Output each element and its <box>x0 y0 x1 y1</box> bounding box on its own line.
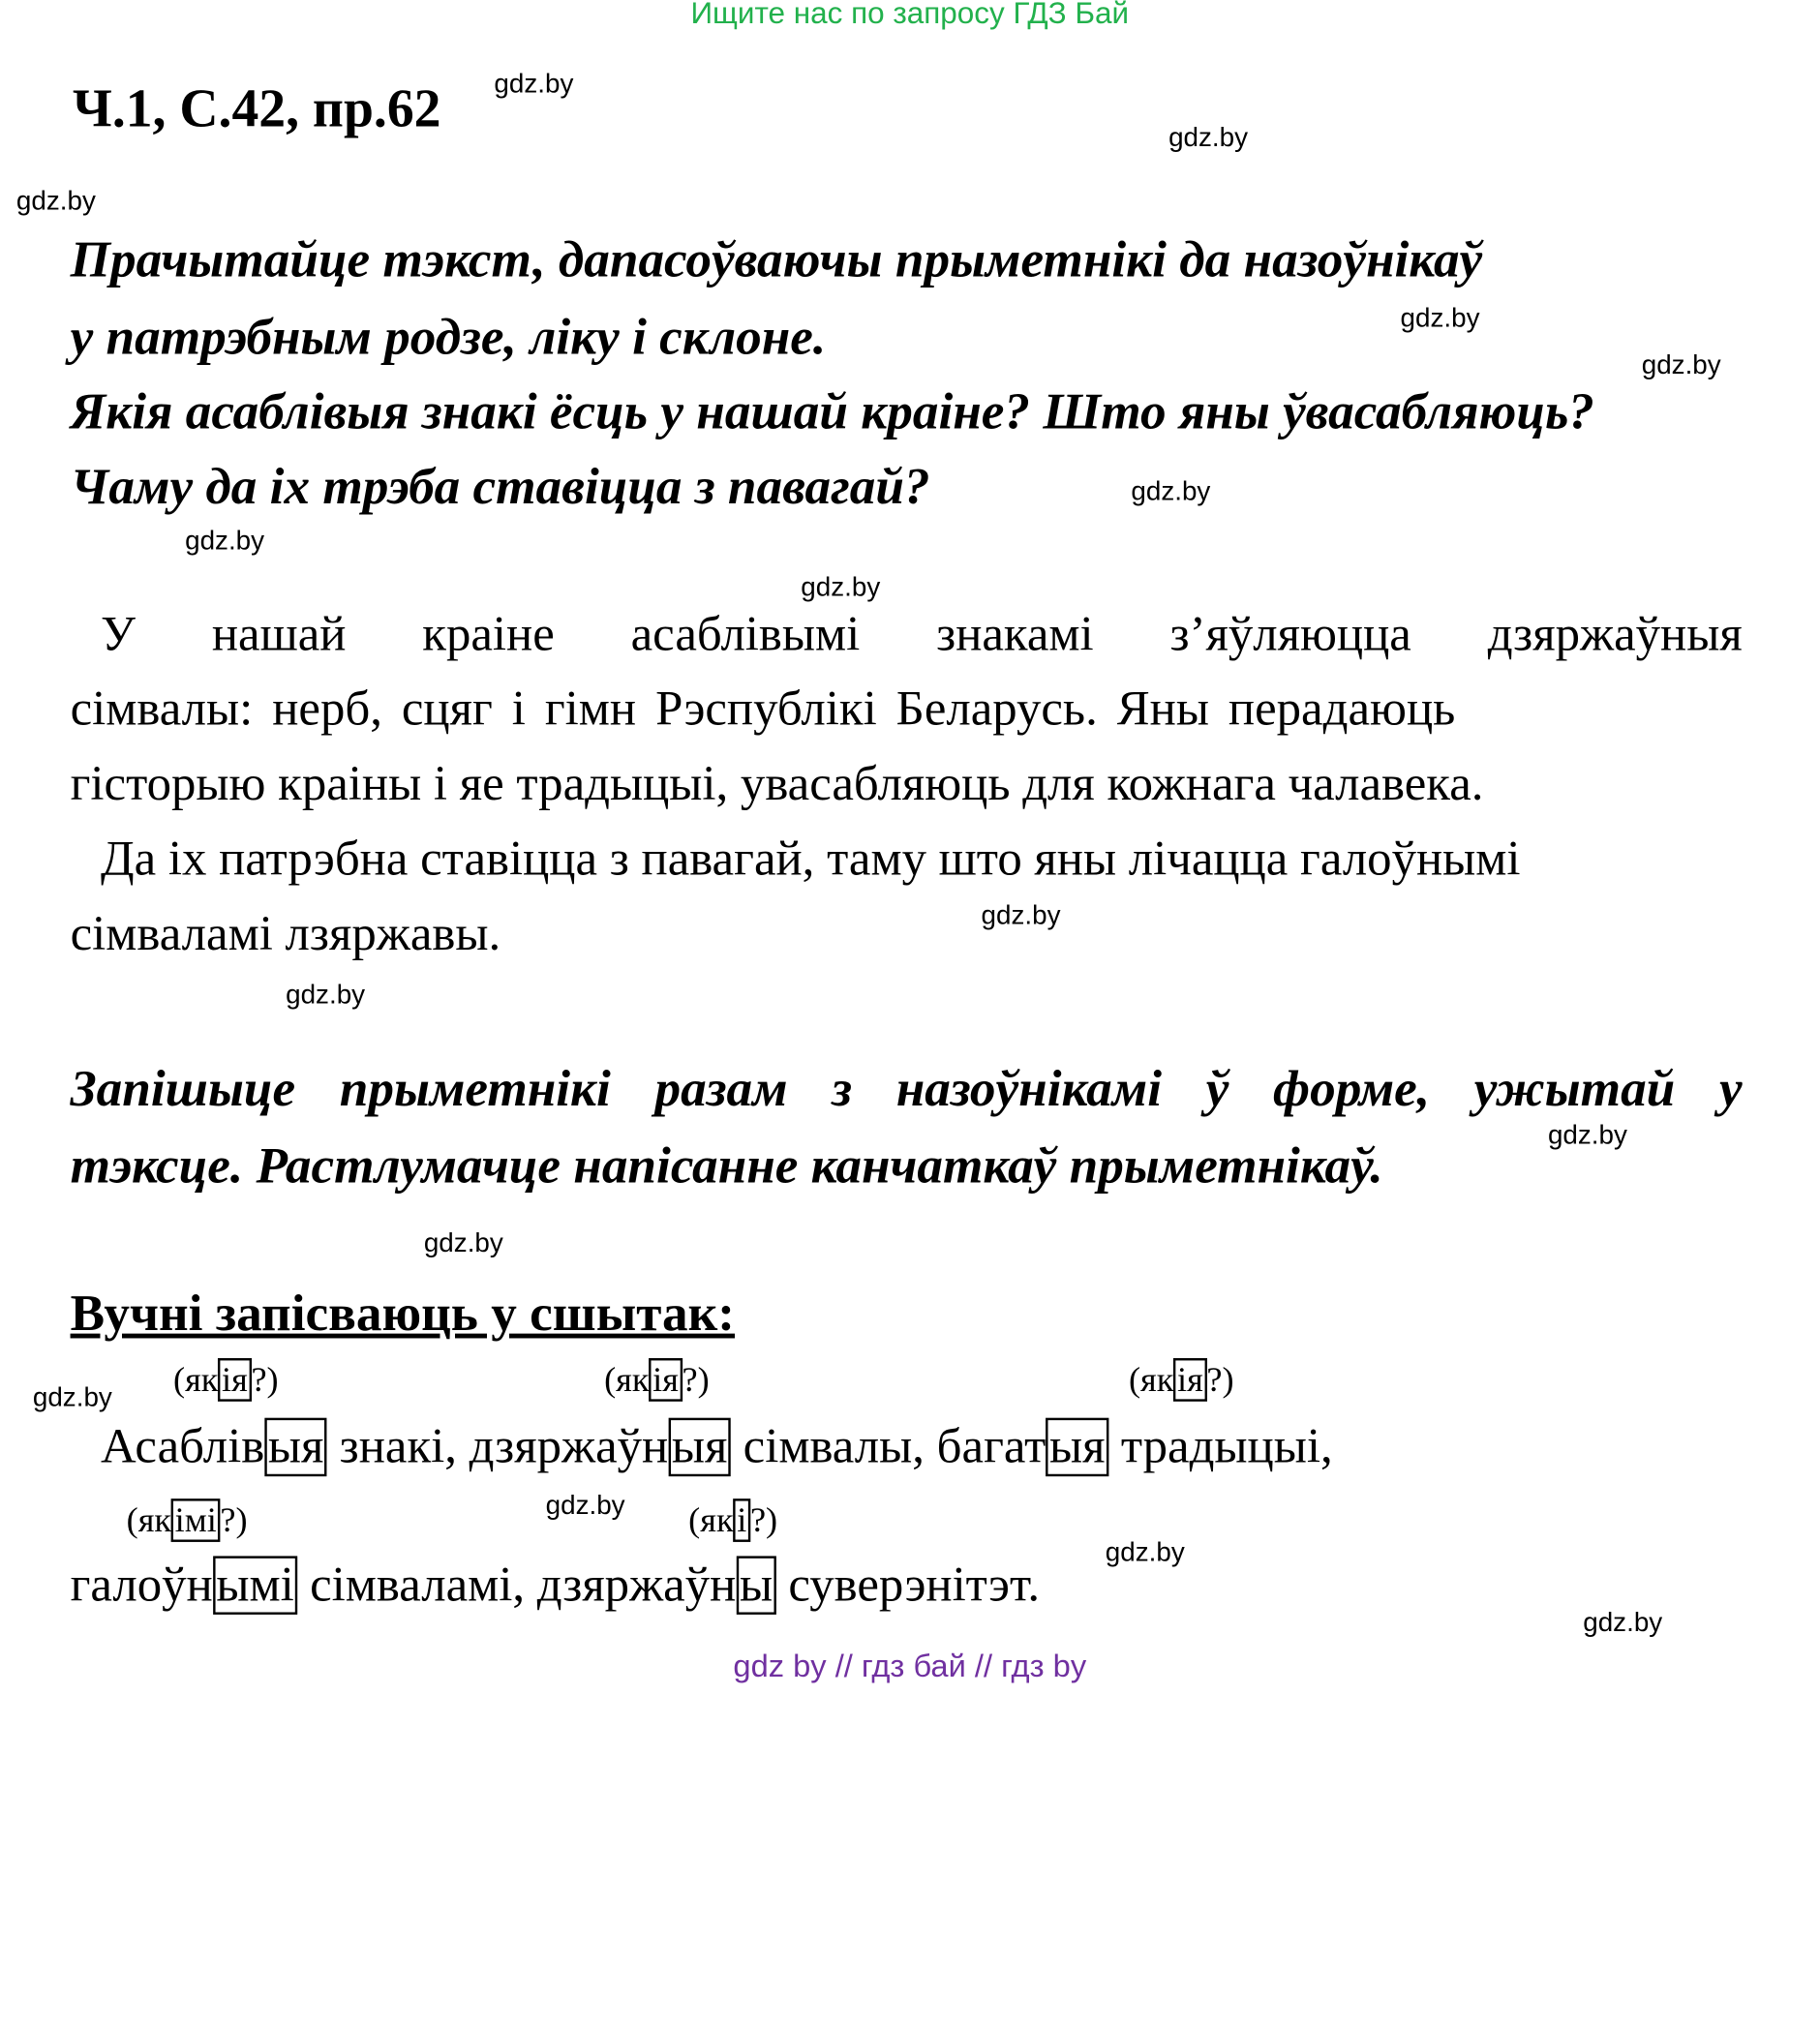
task2-word: ў <box>1205 1059 1229 1117</box>
ending-box: ымі <box>213 1556 298 1614</box>
watermark: gdz.by <box>1400 302 1480 333</box>
task2-word: ужытай <box>1473 1059 1676 1117</box>
task2-word: Запішыце <box>70 1059 296 1117</box>
text-line4: Да іх патрэбна ставіцца з павагай, таму што яны лічацца галоўнымі <box>101 832 1521 887</box>
watermark: gdz.by <box>494 68 574 99</box>
watermark: gdz.by <box>545 1489 625 1520</box>
watermark: gdz.by <box>801 571 881 602</box>
watermark: gdz.by <box>286 979 366 1010</box>
ending-box: і <box>734 1498 750 1542</box>
text-line5: сімваламі лзяржавы. <box>70 907 501 961</box>
watermark: gdz.by <box>981 898 1061 930</box>
watermark: gdz.by <box>1641 348 1721 379</box>
watermark: gdz.by <box>1105 1535 1185 1567</box>
text-line1 <box>71 607 1743 663</box>
task2-line2: тэксце. Растлумачце напісанне канчаткаў прыметнікаў. <box>70 1136 1383 1195</box>
ending-box: ыя <box>668 1418 731 1476</box>
text-word: краіне <box>422 607 555 662</box>
text-line3: гісторыю краіны і яе традыцыі, увасабляюць для кожнага чалавека. <box>70 757 1484 812</box>
ending-box: ія <box>650 1358 682 1402</box>
watermark: gdz.by <box>185 524 265 556</box>
text-word: нашай <box>211 607 347 662</box>
task2-line1 <box>71 1058 1743 1118</box>
text-word: У <box>101 607 136 662</box>
footer: gdz by // гдз бай // гдз by <box>733 1648 1087 1684</box>
page-title: Ч.1, С.42, пр.62 <box>72 78 441 138</box>
question-note: (як ія ?) <box>604 1360 710 1400</box>
question-note: (як ія ?) <box>1129 1360 1234 1400</box>
task2-word: назоўнікамі <box>895 1059 1163 1117</box>
text-word: з’яўляюцца <box>1169 607 1411 662</box>
ending-box: імі <box>171 1498 220 1542</box>
text-line2: сімвалы: нерб, сцяг і гімн Рэспублікі Беларусь. Яны перадаюць <box>70 682 1456 737</box>
task2-word: разам <box>654 1059 788 1117</box>
question-note: (як ія ?) <box>173 1360 279 1400</box>
answer-line1: Асаблівыя знакі, дзяржаўныя сімвалы, багатыя традыцыі, <box>101 1419 1333 1475</box>
ending-box: ія <box>218 1358 251 1402</box>
task1-line2: у патрэбным родзе, ліку і склоне. <box>70 308 827 366</box>
answer-line2: галоўнымі сімваламі, дзяржаўны суверэнітэт. <box>71 1558 1040 1614</box>
watermark: gdz.by <box>15 185 96 216</box>
task2-word: з <box>832 1059 853 1117</box>
task1-line4: Чаму да іх трэба ставіцца з павагай? <box>70 457 930 516</box>
text-word: знакамі <box>936 607 1094 662</box>
task1-line3: Якія асаблівыя знакі ёсць у нашай краіне? Што яны ўвасабляюць? <box>70 382 1594 440</box>
text-word: дзяржаўныя <box>1487 607 1743 662</box>
notebook-heading: Вучні запісваюць у сшытак: <box>70 1284 736 1343</box>
top-banner: Ищите нас по запросу ГДЗ Бай <box>690 0 1130 31</box>
watermark: gdz.by <box>423 1226 503 1258</box>
ending-box: ыя <box>264 1418 327 1476</box>
question-note: (як імі ?) <box>127 1501 248 1541</box>
watermark: gdz.by <box>32 1381 112 1412</box>
ending-box: ія <box>1173 1358 1206 1402</box>
task2-word: у <box>1718 1059 1743 1117</box>
watermark: gdz.by <box>1168 121 1249 153</box>
watermark: gdz.by <box>1583 1606 1663 1637</box>
watermark: gdz.by <box>1131 475 1211 506</box>
task2-word: прыметнікі <box>339 1059 611 1117</box>
task2-word: форме, <box>1273 1059 1431 1117</box>
watermark: gdz.by <box>1547 1119 1627 1150</box>
question-note: (як і ?) <box>688 1501 777 1541</box>
ending-box: ыя <box>1046 1418 1108 1476</box>
text-word: асаблівымі <box>630 607 861 662</box>
ending-box: ы <box>736 1556 775 1614</box>
task1-line1: Прачытайце тэкст, дапасоўваючы прыметнікі да назоўнікаў <box>70 230 1483 288</box>
